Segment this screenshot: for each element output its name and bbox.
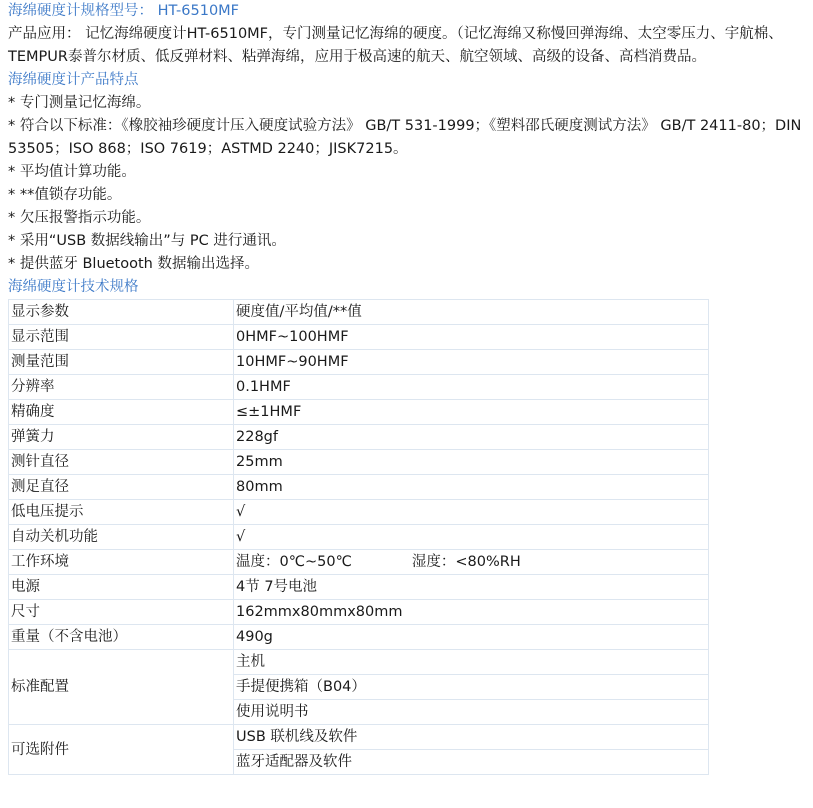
optional-accessory-item: 蓝牙适配器及软件	[234, 750, 709, 775]
table-row	[9, 650, 709, 675]
spec-label: 测针直径	[9, 450, 234, 475]
model-title	[8, 0, 808, 23]
feature-item: * 欠压报警指示功能。	[8, 210, 151, 226]
model-title-label: 海绵硬度计规格型号：	[8, 3, 153, 19]
spec-label: 尺寸	[9, 600, 234, 625]
table-row	[9, 725, 709, 750]
optional-accessories-label: 可选附件	[9, 725, 234, 775]
standard-config-item: 手提便携箱（B04）	[234, 675, 709, 700]
table-row	[9, 550, 709, 575]
spec-value: √	[234, 500, 709, 525]
spec-value: 硬度值/平均值/**值	[234, 300, 709, 325]
spec-label: 低电压提示	[9, 500, 234, 525]
table-row	[9, 525, 709, 550]
table-row	[9, 575, 709, 600]
spec-value: 25mm	[234, 450, 709, 475]
table-row	[9, 600, 709, 625]
table-row	[9, 375, 709, 400]
spec-label: 重量（不含电池）	[9, 625, 234, 650]
table-row	[9, 350, 709, 375]
spec-label: 分辨率	[9, 375, 234, 400]
feature-item: * 提供蓝牙 Bluetooth 数据输出选择。	[8, 256, 259, 272]
table-row	[9, 475, 709, 500]
features-list	[8, 92, 808, 276]
spec-label: 工作环境	[9, 550, 234, 575]
table-row	[9, 325, 709, 350]
feature-item: * 专门测量记忆海绵。	[8, 95, 151, 111]
table-row	[9, 625, 709, 650]
feature-item: * **值锁存功能。	[8, 187, 122, 203]
feature-item: * 采用“USB 数据线输出”与 PC 进行通讯。	[8, 233, 286, 249]
standard-config-label: 标准配置	[9, 650, 234, 725]
table-row	[9, 425, 709, 450]
product-application-text: 产品应用： 记忆海绵硬度计HT-6510MF，专门测量记忆海绵的硬度。（记忆海绵又称慢回弹海绵、太空零压力、宇航棉、TEMPUR泰普尔材质、低反弹材料、粘弹海绵，应用于极高速的航天、航空领域、高级的设备、高档消费品。	[8, 26, 783, 65]
table-row	[9, 400, 709, 425]
table-row	[9, 300, 709, 325]
humidity-range: 湿度：<80%RH	[411, 554, 521, 570]
model-number: HT-6510MF	[157, 3, 240, 19]
specs-heading: 海绵硬度计技术规格	[8, 279, 139, 295]
spec-label: 弹簧力	[9, 425, 234, 450]
optional-accessory-item: USB 联机线及软件	[234, 725, 709, 750]
spec-label: 显示参数	[9, 300, 234, 325]
spec-value: 80mm	[234, 475, 709, 500]
spec-label: 精确度	[9, 400, 234, 425]
standard-config-item: 主机	[234, 650, 709, 675]
spec-table	[8, 299, 709, 775]
spec-label: 自动关机功能	[9, 525, 234, 550]
spec-value: ≤±1HMF	[234, 400, 709, 425]
spec-value: 162mmx80mmx80mm	[234, 600, 709, 625]
features-heading: 海绵硬度计产品特点	[8, 72, 139, 88]
spec-label: 测足直径	[9, 475, 234, 500]
spec-value-environment	[234, 550, 709, 575]
document-body	[8, 0, 808, 775]
feature-item: * 符合以下标准：《橡胶袖珍硬度计压入硬度试验方法》 GB/T 531-1999；《塑料邵氏硬度测试方法》 GB/T 2411-80；DIN 53505；ISO 868；ISO 7619；ASTMD 2240；JISK7215。	[8, 118, 802, 157]
spec-value: √	[234, 525, 709, 550]
spec-value: 490g	[234, 625, 709, 650]
spec-value: 228gf	[234, 425, 709, 450]
spec-label: 测量范围	[9, 350, 234, 375]
spec-value: 0HMF~100HMF	[234, 325, 709, 350]
spec-value: 10HMF~90HMF	[234, 350, 709, 375]
temperature-range: 温度：0℃~50℃	[236, 554, 352, 570]
spec-value: 0.1HMF	[234, 375, 709, 400]
table-row	[9, 450, 709, 475]
spec-label: 电源	[9, 575, 234, 600]
feature-item: * 平均值计算功能。	[8, 164, 136, 180]
standard-config-item: 使用说明书	[234, 700, 709, 725]
spec-value: 4节 7号电池	[234, 575, 709, 600]
spec-label: 显示范围	[9, 325, 234, 350]
table-row	[9, 500, 709, 525]
